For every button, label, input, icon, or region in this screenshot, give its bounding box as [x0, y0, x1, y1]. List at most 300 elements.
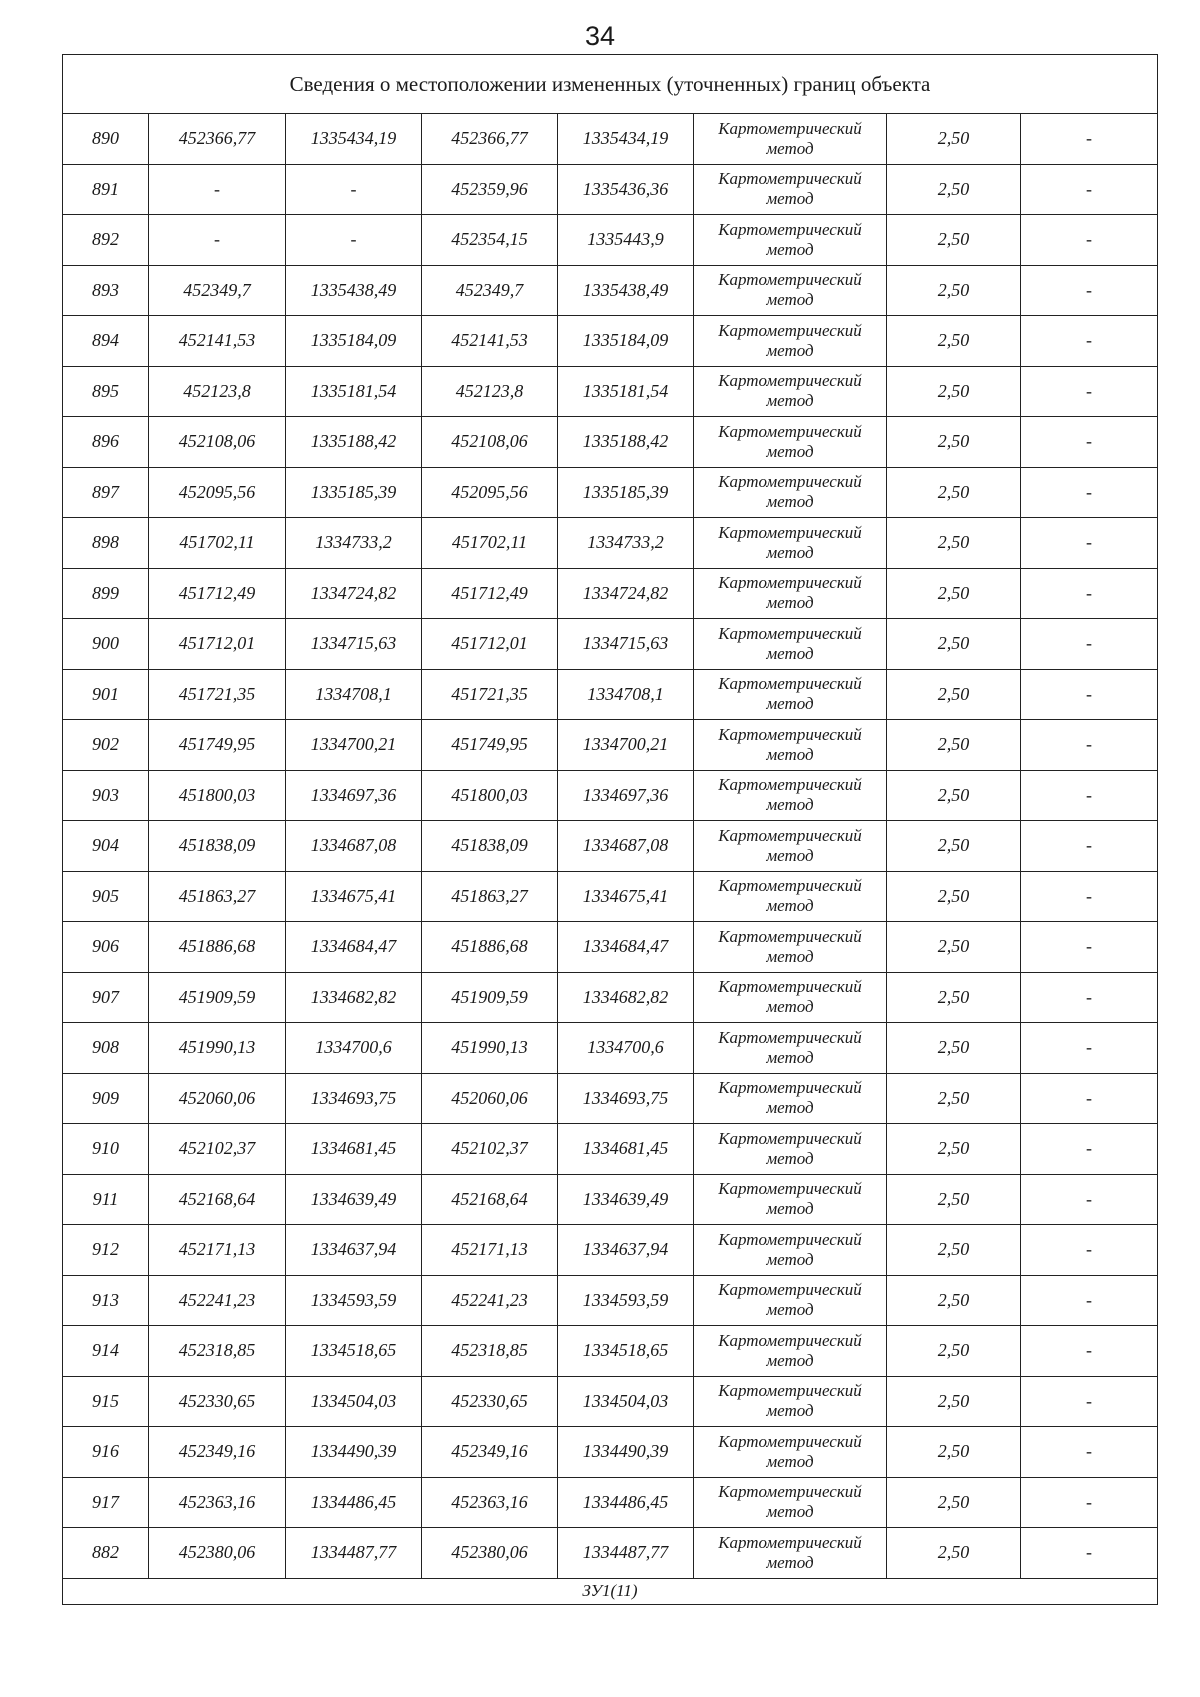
method-cell — [694, 871, 887, 922]
method-line-2: метод — [766, 997, 814, 1017]
accuracy-cell: 2,50 — [887, 1225, 1021, 1276]
description-cell: - — [1021, 972, 1158, 1023]
existing-x-cell: - — [149, 164, 286, 215]
description-cell: - — [1021, 1326, 1158, 1377]
accuracy-cell: 2,50 — [887, 114, 1021, 165]
table-row — [63, 1528, 1158, 1579]
method-line-1: Картометрический — [718, 169, 862, 189]
method-cell — [694, 1376, 887, 1427]
method-cell — [694, 1225, 887, 1276]
method-cell — [694, 417, 887, 468]
accuracy-cell: 2,50 — [887, 568, 1021, 619]
new-x-cell: 452349,7 — [422, 265, 558, 316]
method-line-2: метод — [766, 896, 814, 916]
new-y-cell: 1334733,2 — [558, 518, 694, 569]
existing-x-cell: 451800,03 — [149, 770, 286, 821]
table-row — [63, 366, 1158, 417]
method-cell — [694, 366, 887, 417]
accuracy-cell: 2,50 — [887, 720, 1021, 771]
table-row — [63, 215, 1158, 266]
method-cell — [694, 518, 887, 569]
new-y-cell: 1334684,47 — [558, 922, 694, 973]
point-number-cell: 901 — [63, 669, 149, 720]
new-x-cell: 452095,56 — [422, 467, 558, 518]
existing-x-cell: 451721,35 — [149, 669, 286, 720]
method-cell — [694, 669, 887, 720]
description-cell: - — [1021, 669, 1158, 720]
existing-x-cell: 452141,53 — [149, 316, 286, 367]
method-cell — [694, 1427, 887, 1478]
accuracy-cell: 2,50 — [887, 619, 1021, 670]
new-y-cell: 1334487,77 — [558, 1528, 694, 1579]
point-number-cell: 917 — [63, 1477, 149, 1528]
new-x-cell: 452141,53 — [422, 316, 558, 367]
existing-x-cell: 452349,16 — [149, 1427, 286, 1478]
method-cell — [694, 1275, 887, 1326]
existing-y-cell: 1335185,39 — [286, 467, 422, 518]
description-cell: - — [1021, 770, 1158, 821]
point-number-cell: 907 — [63, 972, 149, 1023]
point-number-cell: 916 — [63, 1427, 149, 1478]
new-x-cell: 451749,95 — [422, 720, 558, 771]
description-cell: - — [1021, 871, 1158, 922]
new-y-cell: 1335181,54 — [558, 366, 694, 417]
existing-y-cell: 1334681,45 — [286, 1124, 422, 1175]
method-cell — [694, 568, 887, 619]
method-line-2: метод — [766, 1552, 814, 1572]
point-number-cell: 909 — [63, 1073, 149, 1124]
existing-y-cell: 1334684,47 — [286, 922, 422, 973]
point-number-cell: 904 — [63, 821, 149, 872]
description-cell: - — [1021, 265, 1158, 316]
existing-y-cell: 1334687,08 — [286, 821, 422, 872]
description-cell: - — [1021, 417, 1158, 468]
method-line-2: метод — [766, 239, 814, 259]
new-x-cell: 452102,37 — [422, 1124, 558, 1175]
page-number: 34 — [584, 21, 616, 51]
description-cell: - — [1021, 1174, 1158, 1225]
new-x-cell: 451800,03 — [422, 770, 558, 821]
point-number-cell: 914 — [63, 1326, 149, 1377]
table-row — [63, 1225, 1158, 1276]
new-y-cell: 1334637,94 — [558, 1225, 694, 1276]
existing-y-cell: 1334486,45 — [286, 1477, 422, 1528]
point-number-cell: 899 — [63, 568, 149, 619]
description-cell: - — [1021, 922, 1158, 973]
new-y-cell: 1334687,08 — [558, 821, 694, 872]
new-x-cell: 451838,09 — [422, 821, 558, 872]
new-y-cell: 1335443,9 — [558, 215, 694, 266]
existing-y-cell: 1334518,65 — [286, 1326, 422, 1377]
accuracy-cell: 2,50 — [887, 1528, 1021, 1579]
method-line-1: Картометрический — [718, 775, 862, 795]
new-x-cell: 452168,64 — [422, 1174, 558, 1225]
existing-x-cell: 452241,23 — [149, 1275, 286, 1326]
description-cell: - — [1021, 467, 1158, 518]
new-x-cell: 452171,13 — [422, 1225, 558, 1276]
method-line-2: метод — [766, 946, 814, 966]
existing-x-cell: 452366,77 — [149, 114, 286, 165]
point-number-cell: 890 — [63, 114, 149, 165]
new-x-cell: 451712,49 — [422, 568, 558, 619]
new-y-cell: 1334518,65 — [558, 1326, 694, 1377]
table-row — [63, 619, 1158, 670]
existing-x-cell: 451863,27 — [149, 871, 286, 922]
existing-x-cell: 451712,49 — [149, 568, 286, 619]
new-y-cell: 1334639,49 — [558, 1174, 694, 1225]
existing-x-cell: 452171,13 — [149, 1225, 286, 1276]
new-y-cell: 1334490,39 — [558, 1427, 694, 1478]
method-line-1: Картометрический — [718, 825, 862, 845]
new-x-cell: 452060,06 — [422, 1073, 558, 1124]
accuracy-cell: 2,50 — [887, 972, 1021, 1023]
description-cell: - — [1021, 366, 1158, 417]
method-line-1: Картометрический — [718, 1381, 862, 1401]
description-cell: - — [1021, 1275, 1158, 1326]
method-line-2: метод — [766, 340, 814, 360]
method-line-1: Картометрический — [718, 724, 862, 744]
new-x-cell: 452318,85 — [422, 1326, 558, 1377]
method-line-1: Картометрический — [718, 1431, 862, 1451]
existing-x-cell: 452060,06 — [149, 1073, 286, 1124]
new-y-cell: 1334693,75 — [558, 1073, 694, 1124]
table-title-row — [63, 55, 1158, 114]
existing-x-cell: 452108,06 — [149, 417, 286, 468]
method-line-2: метод — [766, 391, 814, 411]
table-row — [63, 114, 1158, 165]
point-number-cell: 912 — [63, 1225, 149, 1276]
description-cell: - — [1021, 1528, 1158, 1579]
point-number-cell: 905 — [63, 871, 149, 922]
method-line-1: Картометрический — [718, 977, 862, 997]
table-row — [63, 518, 1158, 569]
description-cell: - — [1021, 1023, 1158, 1074]
accuracy-cell: 2,50 — [887, 1376, 1021, 1427]
new-y-cell: 1335438,49 — [558, 265, 694, 316]
method-cell — [694, 215, 887, 266]
new-x-cell: 452359,96 — [422, 164, 558, 215]
accuracy-cell: 2,50 — [887, 922, 1021, 973]
method-cell — [694, 114, 887, 165]
method-cell — [694, 1124, 887, 1175]
accuracy-cell: 2,50 — [887, 821, 1021, 872]
accuracy-cell: 2,50 — [887, 669, 1021, 720]
table-row — [63, 265, 1158, 316]
point-number-cell: 895 — [63, 366, 149, 417]
new-y-cell: 1334681,45 — [558, 1124, 694, 1175]
method-line-1: Картометрический — [718, 573, 862, 593]
method-line-1: Картометрический — [718, 1532, 862, 1552]
accuracy-cell: 2,50 — [887, 1275, 1021, 1326]
method-line-2: метод — [766, 1047, 814, 1067]
description-cell: - — [1021, 114, 1158, 165]
existing-y-cell: - — [286, 164, 422, 215]
method-line-1: Картометрический — [718, 1330, 862, 1350]
new-x-cell: 451712,01 — [422, 619, 558, 670]
existing-y-cell: 1334700,6 — [286, 1023, 422, 1074]
method-line-2: метод — [766, 1199, 814, 1219]
new-y-cell: 1335434,19 — [558, 114, 694, 165]
description-cell: - — [1021, 518, 1158, 569]
method-line-1: Картометрический — [718, 1179, 862, 1199]
method-line-1: Картометрический — [718, 1280, 862, 1300]
point-number-cell: 910 — [63, 1124, 149, 1175]
accuracy-cell: 2,50 — [887, 1477, 1021, 1528]
method-line-1: Картометрический — [718, 876, 862, 896]
method-line-2: метод — [766, 1451, 814, 1471]
existing-y-cell: 1334693,75 — [286, 1073, 422, 1124]
method-line-1: Картометрический — [718, 118, 862, 138]
accuracy-cell: 2,50 — [887, 871, 1021, 922]
method-cell — [694, 467, 887, 518]
description-cell: - — [1021, 619, 1158, 670]
method-line-2: метод — [766, 744, 814, 764]
method-line-2: метод — [766, 441, 814, 461]
point-number-cell: 897 — [63, 467, 149, 518]
table-row — [63, 1275, 1158, 1326]
new-y-cell: 1334697,36 — [558, 770, 694, 821]
existing-y-cell: 1335438,49 — [286, 265, 422, 316]
method-line-2: метод — [766, 593, 814, 613]
existing-x-cell: - — [149, 215, 286, 266]
existing-y-cell: 1334593,59 — [286, 1275, 422, 1326]
method-line-1: Картометрический — [718, 219, 862, 239]
new-x-cell: 452354,15 — [422, 215, 558, 266]
method-cell — [694, 922, 887, 973]
accuracy-cell: 2,50 — [887, 366, 1021, 417]
accuracy-cell: 2,50 — [887, 518, 1021, 569]
table-row — [63, 568, 1158, 619]
description-cell: - — [1021, 1477, 1158, 1528]
method-cell — [694, 1073, 887, 1124]
accuracy-cell: 2,50 — [887, 770, 1021, 821]
point-number-cell: 891 — [63, 164, 149, 215]
existing-x-cell: 452349,7 — [149, 265, 286, 316]
method-line-1: Картометрический — [718, 926, 862, 946]
method-line-1: Картометрический — [718, 623, 862, 643]
existing-x-cell: 452363,16 — [149, 1477, 286, 1528]
existing-x-cell: 452380,06 — [149, 1528, 286, 1579]
table-row — [63, 1376, 1158, 1427]
accuracy-cell: 2,50 — [887, 215, 1021, 266]
method-cell — [694, 1477, 887, 1528]
method-line-2: метод — [766, 290, 814, 310]
method-line-2: метод — [766, 189, 814, 209]
description-cell: - — [1021, 821, 1158, 872]
existing-x-cell: 451712,01 — [149, 619, 286, 670]
method-line-1: Картометрический — [718, 1078, 862, 1098]
existing-y-cell: 1335181,54 — [286, 366, 422, 417]
new-y-cell: 1335184,09 — [558, 316, 694, 367]
existing-y-cell: 1335434,19 — [286, 114, 422, 165]
description-cell: - — [1021, 1073, 1158, 1124]
table-row — [63, 720, 1158, 771]
new-x-cell: 452349,16 — [422, 1427, 558, 1478]
point-number-cell: 896 — [63, 417, 149, 468]
existing-y-cell: 1334733,2 — [286, 518, 422, 569]
method-cell — [694, 1528, 887, 1579]
boundary-coordinates-table — [62, 54, 1158, 1605]
accuracy-cell: 2,50 — [887, 417, 1021, 468]
point-number-cell: 902 — [63, 720, 149, 771]
new-x-cell: 452380,06 — [422, 1528, 558, 1579]
existing-y-cell: 1334487,77 — [286, 1528, 422, 1579]
method-line-2: метод — [766, 694, 814, 714]
new-y-cell: 1334724,82 — [558, 568, 694, 619]
existing-x-cell: 452318,85 — [149, 1326, 286, 1377]
new-x-cell: 451886,68 — [422, 922, 558, 973]
existing-y-cell: 1334724,82 — [286, 568, 422, 619]
description-cell: - — [1021, 720, 1158, 771]
existing-x-cell: 452330,65 — [149, 1376, 286, 1427]
existing-x-cell: 451886,68 — [149, 922, 286, 973]
table-row — [63, 871, 1158, 922]
table-row — [63, 1477, 1158, 1528]
existing-y-cell: 1334504,03 — [286, 1376, 422, 1427]
existing-y-cell: 1334708,1 — [286, 669, 422, 720]
accuracy-cell: 2,50 — [887, 265, 1021, 316]
table-row — [63, 1326, 1158, 1377]
existing-y-cell: - — [286, 215, 422, 266]
new-x-cell: 451863,27 — [422, 871, 558, 922]
table-row — [63, 417, 1158, 468]
new-x-cell: 451909,59 — [422, 972, 558, 1023]
point-number-cell: 882 — [63, 1528, 149, 1579]
accuracy-cell: 2,50 — [887, 1326, 1021, 1377]
method-cell — [694, 316, 887, 367]
existing-x-cell: 451838,09 — [149, 821, 286, 872]
point-number-cell: 894 — [63, 316, 149, 367]
method-line-2: метод — [766, 492, 814, 512]
method-line-2: метод — [766, 542, 814, 562]
existing-x-cell: 451909,59 — [149, 972, 286, 1023]
point-number-cell: 908 — [63, 1023, 149, 1074]
table-row — [63, 1427, 1158, 1478]
method-line-1: Картометрический — [718, 674, 862, 694]
point-number-cell: 913 — [63, 1275, 149, 1326]
new-y-cell: 1334682,82 — [558, 972, 694, 1023]
new-x-cell: 452241,23 — [422, 1275, 558, 1326]
method-cell — [694, 1023, 887, 1074]
method-cell — [694, 1174, 887, 1225]
method-cell — [694, 619, 887, 670]
accuracy-cell: 2,50 — [887, 1427, 1021, 1478]
description-cell: - — [1021, 164, 1158, 215]
accuracy-cell: 2,50 — [887, 1023, 1021, 1074]
method-cell — [694, 164, 887, 215]
new-x-cell: 452330,65 — [422, 1376, 558, 1427]
table-row — [63, 972, 1158, 1023]
method-cell — [694, 1326, 887, 1377]
point-number-cell: 906 — [63, 922, 149, 973]
method-cell — [694, 972, 887, 1023]
table-row — [63, 316, 1158, 367]
table-footer-row — [63, 1578, 1158, 1604]
method-line-2: метод — [766, 1249, 814, 1269]
accuracy-cell: 2,50 — [887, 1073, 1021, 1124]
parcel-designation: ЗУ1(11) — [63, 1578, 1158, 1604]
method-line-2: метод — [766, 138, 814, 158]
existing-x-cell: 452095,56 — [149, 467, 286, 518]
description-cell: - — [1021, 568, 1158, 619]
new-x-cell: 452123,8 — [422, 366, 558, 417]
new-y-cell: 1334504,03 — [558, 1376, 694, 1427]
existing-y-cell: 1334637,94 — [286, 1225, 422, 1276]
description-cell: - — [1021, 1427, 1158, 1478]
table-row — [63, 1124, 1158, 1175]
new-y-cell: 1335436,36 — [558, 164, 694, 215]
existing-y-cell: 1334697,36 — [286, 770, 422, 821]
table-row — [63, 1073, 1158, 1124]
table-row — [63, 1174, 1158, 1225]
new-y-cell: 1334700,21 — [558, 720, 694, 771]
new-y-cell: 1334593,59 — [558, 1275, 694, 1326]
method-line-1: Картометрический — [718, 320, 862, 340]
existing-y-cell: 1334675,41 — [286, 871, 422, 922]
point-number-cell: 893 — [63, 265, 149, 316]
new-y-cell: 1334708,1 — [558, 669, 694, 720]
point-number-cell: 892 — [63, 215, 149, 266]
description-cell: - — [1021, 316, 1158, 367]
method-line-2: метод — [766, 845, 814, 865]
table-row — [63, 922, 1158, 973]
method-line-2: метод — [766, 1401, 814, 1421]
existing-x-cell: 451702,11 — [149, 518, 286, 569]
new-x-cell: 452108,06 — [422, 417, 558, 468]
existing-y-cell: 1335188,42 — [286, 417, 422, 468]
existing-y-cell: 1334715,63 — [286, 619, 422, 670]
point-number-cell: 911 — [63, 1174, 149, 1225]
existing-x-cell: 451749,95 — [149, 720, 286, 771]
method-line-2: метод — [766, 643, 814, 663]
accuracy-cell: 2,50 — [887, 316, 1021, 367]
method-line-1: Картометрический — [718, 1482, 862, 1502]
new-y-cell: 1334486,45 — [558, 1477, 694, 1528]
method-line-1: Картометрический — [718, 270, 862, 290]
table-title: Сведения о местоположении измененных (уточненных) границ объекта — [63, 55, 1158, 114]
method-cell — [694, 720, 887, 771]
point-number-cell: 900 — [63, 619, 149, 670]
method-line-2: метод — [766, 1350, 814, 1370]
method-line-2: метод — [766, 1148, 814, 1168]
existing-y-cell: 1334682,82 — [286, 972, 422, 1023]
description-cell: - — [1021, 1225, 1158, 1276]
method-cell — [694, 770, 887, 821]
method-line-1: Картометрический — [718, 1027, 862, 1047]
method-line-1: Картометрический — [718, 1229, 862, 1249]
description-cell: - — [1021, 1376, 1158, 1427]
description-cell: - — [1021, 1124, 1158, 1175]
new-y-cell: 1335188,42 — [558, 417, 694, 468]
existing-y-cell: 1334700,21 — [286, 720, 422, 771]
new-x-cell: 452366,77 — [422, 114, 558, 165]
accuracy-cell: 2,50 — [887, 1174, 1021, 1225]
new-x-cell: 451721,35 — [422, 669, 558, 720]
table-row — [63, 821, 1158, 872]
new-y-cell: 1334675,41 — [558, 871, 694, 922]
new-y-cell: 1335185,39 — [558, 467, 694, 518]
method-cell — [694, 821, 887, 872]
new-x-cell: 451990,13 — [422, 1023, 558, 1074]
existing-y-cell: 1334490,39 — [286, 1427, 422, 1478]
existing-x-cell: 451990,13 — [149, 1023, 286, 1074]
method-line-1: Картометрический — [718, 1128, 862, 1148]
new-y-cell: 1334700,6 — [558, 1023, 694, 1074]
table-row — [63, 164, 1158, 215]
table-row — [63, 770, 1158, 821]
method-line-2: метод — [766, 795, 814, 815]
method-line-1: Картометрический — [718, 421, 862, 441]
